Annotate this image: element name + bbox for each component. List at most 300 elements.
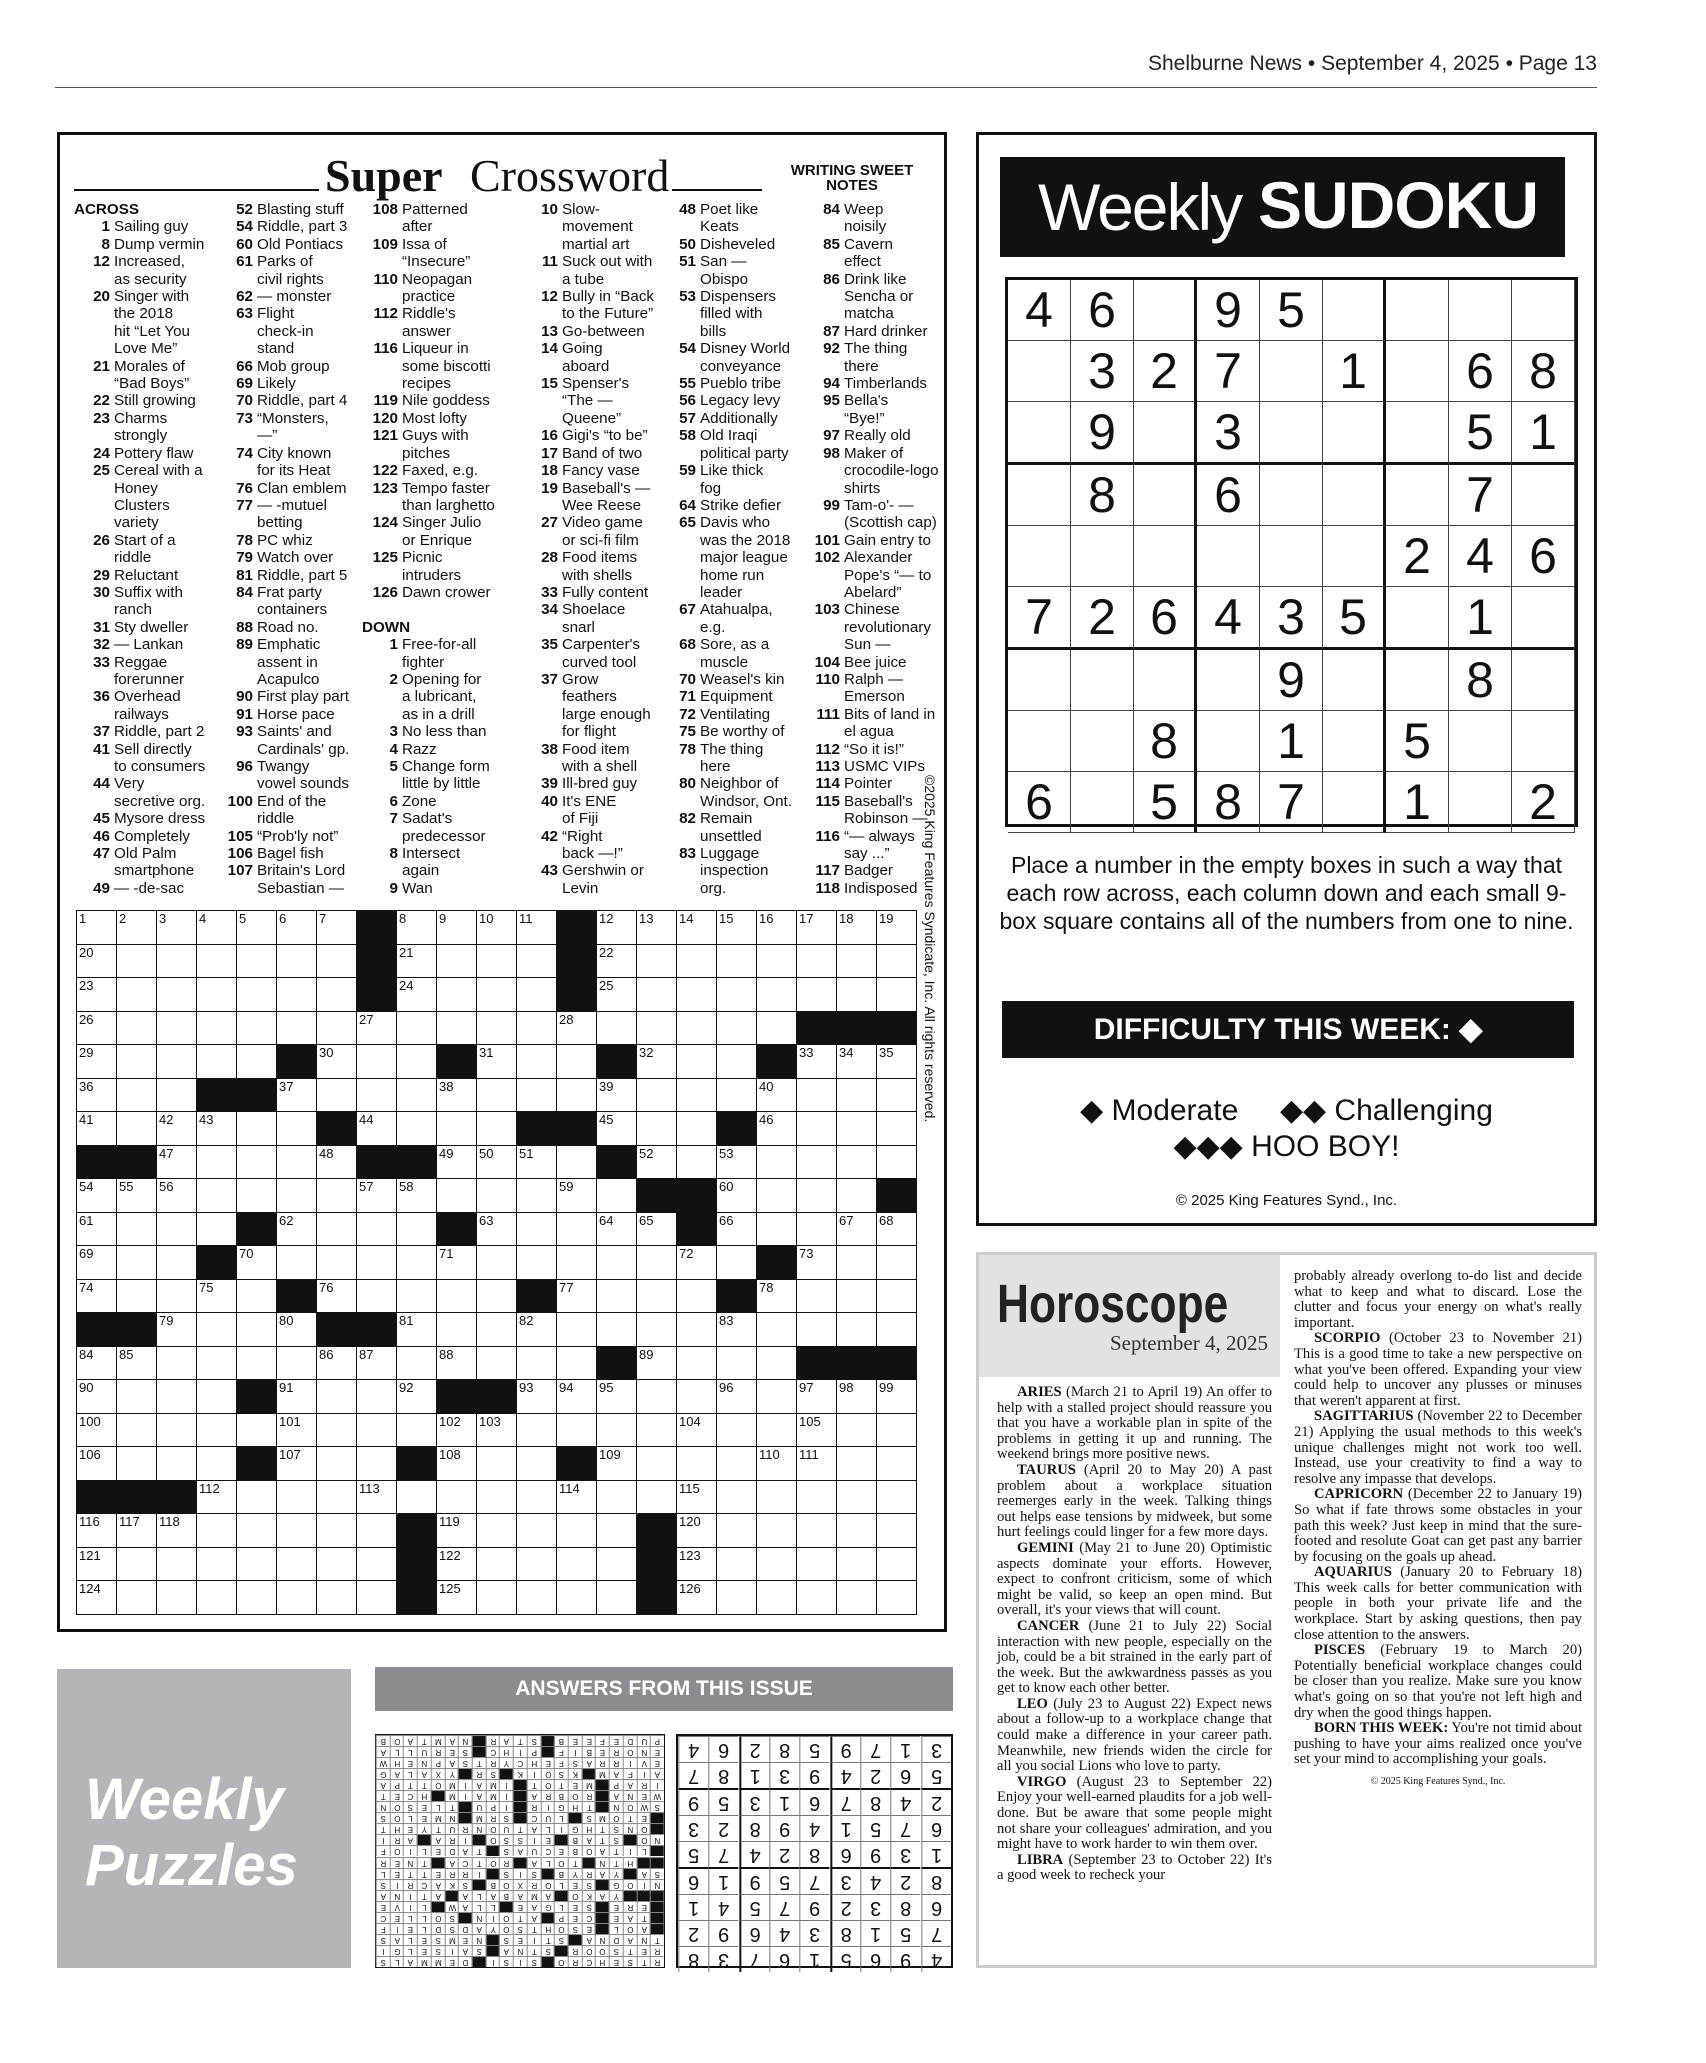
grid-cell[interactable] [677,978,717,1012]
grid-cell[interactable] [477,1012,517,1046]
grid-cell[interactable] [677,945,717,979]
grid-cell[interactable] [317,1213,357,1247]
grid-cell[interactable] [117,1414,157,1448]
grid-cell[interactable] [317,1246,357,1280]
grid-cell[interactable] [237,1179,277,1213]
grid-cell[interactable] [397,1079,437,1113]
sudoku-empty-cell[interactable] [1134,465,1197,526]
grid-cell[interactable] [477,1313,517,1347]
grid-cell[interactable] [77,1179,117,1213]
grid-cell[interactable] [517,1481,557,1515]
grid-cell[interactable] [117,1213,157,1247]
grid-cell[interactable] [557,1179,597,1213]
grid-cell[interactable] [837,1146,877,1180]
grid-cell[interactable] [757,1112,797,1146]
grid-cell[interactable] [477,1112,517,1146]
grid-cell[interactable] [237,1514,277,1548]
sudoku-empty-cell[interactable] [1449,711,1512,772]
grid-cell[interactable] [237,1146,277,1180]
grid-cell[interactable] [77,1447,117,1481]
grid-cell[interactable] [837,1414,877,1448]
grid-cell[interactable] [117,1548,157,1582]
grid-cell[interactable] [557,1146,597,1180]
grid-cell[interactable] [557,1581,597,1615]
grid-cell[interactable] [837,911,877,945]
sudoku-grid[interactable] [1005,277,1578,830]
grid-cell[interactable] [477,1514,517,1548]
sudoku-empty-cell[interactable] [1260,341,1323,402]
grid-cell[interactable] [277,1548,317,1582]
grid-cell[interactable] [877,1246,917,1280]
grid-cell[interactable] [397,1313,437,1347]
grid-cell[interactable] [157,1447,197,1481]
grid-cell[interactable] [317,945,357,979]
grid-cell[interactable] [77,1514,117,1548]
grid-cell[interactable] [797,1246,837,1280]
grid-cell[interactable] [877,1548,917,1582]
grid-cell[interactable] [637,1079,677,1113]
grid-cell[interactable] [157,1548,197,1582]
grid-cell[interactable] [357,1380,397,1414]
grid-cell[interactable] [317,911,357,945]
grid-cell[interactable] [797,911,837,945]
sudoku-empty-cell[interactable] [1134,280,1197,341]
grid-cell[interactable] [437,1347,477,1381]
grid-cell[interactable] [157,1581,197,1615]
grid-cell[interactable] [117,1347,157,1381]
grid-cell[interactable] [837,1079,877,1113]
grid-cell[interactable] [237,1112,277,1146]
grid-cell[interactable] [597,978,637,1012]
grid-cell[interactable] [317,1514,357,1548]
grid-cell[interactable] [157,1380,197,1414]
grid-cell[interactable] [757,1347,797,1381]
grid-cell[interactable] [877,945,917,979]
grid-cell[interactable] [677,1313,717,1347]
grid-cell[interactable] [197,978,237,1012]
grid-cell[interactable] [717,1012,757,1046]
grid-cell[interactable] [677,1246,717,1280]
grid-cell[interactable] [757,978,797,1012]
grid-cell[interactable] [597,1514,637,1548]
grid-cell[interactable] [637,1414,677,1448]
grid-cell[interactable] [437,911,477,945]
grid-cell[interactable] [397,911,437,945]
grid-cell[interactable] [717,1213,757,1247]
grid-cell[interactable] [317,1581,357,1615]
grid-cell[interactable] [77,1045,117,1079]
grid-cell[interactable] [317,1447,357,1481]
grid-cell[interactable] [157,1213,197,1247]
grid-cell[interactable] [437,1481,477,1515]
grid-cell[interactable] [437,1548,477,1582]
grid-cell[interactable] [277,911,317,945]
sudoku-empty-cell[interactable] [1323,711,1386,772]
sudoku-empty-cell[interactable] [1008,465,1071,526]
grid-cell[interactable] [877,1146,917,1180]
grid-cell[interactable] [357,1213,397,1247]
sudoku-empty-cell[interactable] [1386,402,1449,465]
grid-cell[interactable] [837,1280,877,1314]
grid-cell[interactable] [797,945,837,979]
grid-cell[interactable] [517,1246,557,1280]
grid-cell[interactable] [597,1581,637,1615]
grid-cell[interactable] [717,978,757,1012]
sudoku-empty-cell[interactable] [1386,650,1449,711]
grid-cell[interactable] [117,1246,157,1280]
grid-cell[interactable] [757,1481,797,1515]
sudoku-empty-cell[interactable] [1386,280,1449,341]
grid-cell[interactable] [197,1548,237,1582]
grid-cell[interactable] [437,1179,477,1213]
grid-cell[interactable] [837,1313,877,1347]
grid-cell[interactable] [117,945,157,979]
grid-cell[interactable] [357,1179,397,1213]
grid-cell[interactable] [197,1112,237,1146]
grid-cell[interactable] [317,978,357,1012]
grid-cell[interactable] [597,1246,637,1280]
grid-cell[interactable] [677,1481,717,1515]
grid-cell[interactable] [277,1179,317,1213]
grid-cell[interactable] [437,1079,477,1113]
grid-cell[interactable] [717,1347,757,1381]
grid-cell[interactable] [517,1012,557,1046]
sudoku-empty-cell[interactable] [1512,280,1575,341]
grid-cell[interactable] [517,911,557,945]
grid-cell[interactable] [237,978,277,1012]
grid-cell[interactable] [877,1313,917,1347]
sudoku-empty-cell[interactable] [1134,402,1197,465]
grid-cell[interactable] [477,1146,517,1180]
grid-cell[interactable] [317,1280,357,1314]
sudoku-empty-cell[interactable] [1134,650,1197,711]
grid-cell[interactable] [397,1414,437,1448]
grid-cell[interactable] [117,1045,157,1079]
grid-cell[interactable] [277,1012,317,1046]
grid-cell[interactable] [717,945,757,979]
grid-cell[interactable] [397,1246,437,1280]
grid-cell[interactable] [437,1012,477,1046]
grid-cell[interactable] [317,1179,357,1213]
grid-cell[interactable] [717,1514,757,1548]
grid-cell[interactable] [437,978,477,1012]
sudoku-empty-cell[interactable] [1008,650,1071,711]
grid-cell[interactable] [637,1246,677,1280]
grid-cell[interactable] [637,1213,677,1247]
grid-cell[interactable] [197,911,237,945]
grid-cell[interactable] [837,1213,877,1247]
grid-cell[interactable] [877,1414,917,1448]
sudoku-empty-cell[interactable] [1323,465,1386,526]
grid-cell[interactable] [277,1380,317,1414]
grid-cell[interactable] [757,1079,797,1113]
grid-cell[interactable] [397,1112,437,1146]
grid-cell[interactable] [157,945,197,979]
grid-cell[interactable] [197,1045,237,1079]
sudoku-empty-cell[interactable] [1512,587,1575,650]
grid-cell[interactable] [597,1179,637,1213]
grid-cell[interactable] [437,945,477,979]
grid-cell[interactable] [517,1447,557,1481]
grid-cell[interactable] [77,1414,117,1448]
grid-cell[interactable] [677,1548,717,1582]
grid-cell[interactable] [677,1414,717,1448]
grid-cell[interactable] [557,1481,597,1515]
grid-cell[interactable] [877,1514,917,1548]
grid-cell[interactable] [197,945,237,979]
grid-cell[interactable] [157,978,197,1012]
grid-cell[interactable] [597,1447,637,1481]
grid-cell[interactable] [437,1280,477,1314]
grid-cell[interactable] [797,1581,837,1615]
grid-cell[interactable] [77,911,117,945]
grid-cell[interactable] [357,1246,397,1280]
grid-cell[interactable] [757,1280,797,1314]
grid-cell[interactable] [437,1246,477,1280]
grid-cell[interactable] [237,1481,277,1515]
grid-cell[interactable] [597,1280,637,1314]
grid-cell[interactable] [157,1246,197,1280]
grid-cell[interactable] [277,1514,317,1548]
grid-cell[interactable] [117,1179,157,1213]
grid-cell[interactable] [357,1280,397,1314]
grid-cell[interactable] [677,911,717,945]
grid-cell[interactable] [157,1179,197,1213]
grid-cell[interactable] [157,1079,197,1113]
sudoku-empty-cell[interactable] [1071,526,1134,587]
grid-cell[interactable] [797,1481,837,1515]
grid-cell[interactable] [557,1313,597,1347]
grid-cell[interactable] [237,1347,277,1381]
grid-cell[interactable] [557,1213,597,1247]
grid-cell[interactable] [237,1045,277,1079]
grid-cell[interactable] [357,1447,397,1481]
grid-cell[interactable] [717,1079,757,1113]
grid-cell[interactable] [277,1213,317,1247]
grid-cell[interactable] [477,978,517,1012]
sudoku-empty-cell[interactable] [1197,711,1260,772]
grid-cell[interactable] [197,1514,237,1548]
grid-cell[interactable] [717,1146,757,1180]
grid-cell[interactable] [677,1380,717,1414]
grid-cell[interactable] [397,1213,437,1247]
grid-cell[interactable] [877,1079,917,1113]
grid-cell[interactable] [597,1414,637,1448]
grid-cell[interactable] [397,945,437,979]
grid-cell[interactable] [837,1581,877,1615]
grid-cell[interactable] [517,1045,557,1079]
grid-cell[interactable] [237,1012,277,1046]
grid-cell[interactable] [477,1447,517,1481]
grid-cell[interactable] [877,1045,917,1079]
grid-cell[interactable] [397,1045,437,1079]
grid-cell[interactable] [317,1481,357,1515]
sudoku-empty-cell[interactable] [1323,526,1386,587]
grid-cell[interactable] [477,1548,517,1582]
grid-cell[interactable] [437,1414,477,1448]
grid-cell[interactable] [117,978,157,1012]
grid-cell[interactable] [717,1179,757,1213]
grid-cell[interactable] [637,1112,677,1146]
grid-cell[interactable] [477,945,517,979]
grid-cell[interactable] [357,1581,397,1615]
grid-cell[interactable] [437,1112,477,1146]
grid-cell[interactable] [437,1514,477,1548]
grid-cell[interactable] [517,1380,557,1414]
grid-cell[interactable] [117,911,157,945]
sudoku-empty-cell[interactable] [1323,650,1386,711]
grid-cell[interactable] [677,1045,717,1079]
grid-cell[interactable] [797,978,837,1012]
grid-cell[interactable] [677,1514,717,1548]
grid-cell[interactable] [557,1414,597,1448]
grid-cell[interactable] [757,1313,797,1347]
sudoku-empty-cell[interactable] [1386,341,1449,402]
grid-cell[interactable] [717,911,757,945]
grid-cell[interactable] [757,1414,797,1448]
sudoku-empty-cell[interactable] [1512,711,1575,772]
grid-cell[interactable] [757,1380,797,1414]
sudoku-empty-cell[interactable] [1134,526,1197,587]
grid-cell[interactable] [317,1347,357,1381]
grid-cell[interactable] [197,1146,237,1180]
grid-cell[interactable] [357,1514,397,1548]
grid-cell[interactable] [877,1213,917,1247]
grid-cell[interactable] [717,1447,757,1481]
grid-cell[interactable] [637,1146,677,1180]
grid-cell[interactable] [637,978,677,1012]
grid-cell[interactable] [397,1012,437,1046]
grid-cell[interactable] [717,1380,757,1414]
grid-cell[interactable] [517,1179,557,1213]
grid-cell[interactable] [797,1112,837,1146]
grid-cell[interactable] [797,1514,837,1548]
grid-cell[interactable] [877,1112,917,1146]
sudoku-empty-cell[interactable] [1071,711,1134,772]
grid-cell[interactable] [597,1213,637,1247]
grid-cell[interactable] [477,1079,517,1113]
grid-cell[interactable] [717,1414,757,1448]
grid-cell[interactable] [237,1414,277,1448]
grid-cell[interactable] [877,1481,917,1515]
grid-cell[interactable] [757,1213,797,1247]
grid-cell[interactable] [117,1581,157,1615]
grid-cell[interactable] [797,1213,837,1247]
grid-cell[interactable] [157,1280,197,1314]
grid-cell[interactable] [197,1380,237,1414]
grid-cell[interactable] [277,1246,317,1280]
grid-cell[interactable] [117,1012,157,1046]
grid-cell[interactable] [557,1347,597,1381]
grid-cell[interactable] [197,1280,237,1314]
grid-cell[interactable] [477,1045,517,1079]
grid-cell[interactable] [197,1481,237,1515]
grid-cell[interactable] [797,1380,837,1414]
grid-cell[interactable] [197,1179,237,1213]
grid-cell[interactable] [717,1548,757,1582]
grid-cell[interactable] [757,1146,797,1180]
grid-cell[interactable] [597,1079,637,1113]
grid-cell[interactable] [557,1514,597,1548]
grid-cell[interactable] [837,1481,877,1515]
grid-cell[interactable] [277,978,317,1012]
grid-cell[interactable] [477,1347,517,1381]
grid-cell[interactable] [237,1581,277,1615]
grid-cell[interactable] [837,1045,877,1079]
grid-cell[interactable] [837,978,877,1012]
sudoku-empty-cell[interactable] [1008,711,1071,772]
grid-cell[interactable] [77,1581,117,1615]
grid-cell[interactable] [357,1414,397,1448]
grid-cell[interactable] [597,945,637,979]
sudoku-empty-cell[interactable] [1386,587,1449,650]
grid-cell[interactable] [797,1414,837,1448]
grid-cell[interactable] [877,1380,917,1414]
grid-cell[interactable] [837,1246,877,1280]
grid-cell[interactable] [557,1548,597,1582]
grid-cell[interactable] [717,1313,757,1347]
grid-cell[interactable] [277,1313,317,1347]
grid-cell[interactable] [677,1079,717,1113]
grid-cell[interactable] [477,1179,517,1213]
grid-cell[interactable] [77,1380,117,1414]
grid-cell[interactable] [677,1280,717,1314]
grid-cell[interactable] [357,1347,397,1381]
sudoku-empty-cell[interactable] [1449,772,1512,833]
grid-cell[interactable] [77,978,117,1012]
grid-cell[interactable] [837,1112,877,1146]
grid-cell[interactable] [837,1447,877,1481]
grid-cell[interactable] [117,1280,157,1314]
grid-cell[interactable] [477,1481,517,1515]
grid-cell[interactable] [797,1548,837,1582]
grid-cell[interactable] [517,1146,557,1180]
grid-cell[interactable] [637,1380,677,1414]
sudoku-empty-cell[interactable] [1323,402,1386,465]
grid-cell[interactable] [597,1548,637,1582]
grid-cell[interactable] [717,1045,757,1079]
grid-cell[interactable] [357,1548,397,1582]
grid-cell[interactable] [437,1146,477,1180]
grid-cell[interactable] [837,1548,877,1582]
grid-cell[interactable] [837,1179,877,1213]
grid-cell[interactable] [157,1045,197,1079]
grid-cell[interactable] [557,1246,597,1280]
sudoku-empty-cell[interactable] [1197,650,1260,711]
grid-cell[interactable] [157,1347,197,1381]
grid-cell[interactable] [197,1012,237,1046]
grid-cell[interactable] [637,945,677,979]
grid-cell[interactable] [277,1079,317,1113]
grid-cell[interactable] [477,1280,517,1314]
grid-cell[interactable] [237,911,277,945]
grid-cell[interactable] [797,1280,837,1314]
sudoku-empty-cell[interactable] [1260,465,1323,526]
sudoku-empty-cell[interactable] [1260,402,1323,465]
grid-cell[interactable] [477,1581,517,1615]
sudoku-empty-cell[interactable] [1008,341,1071,402]
crossword-grid[interactable] [76,910,917,1615]
grid-cell[interactable] [197,1213,237,1247]
grid-cell[interactable] [797,1313,837,1347]
grid-cell[interactable] [77,1347,117,1381]
grid-cell[interactable] [517,1514,557,1548]
grid-cell[interactable] [837,1380,877,1414]
grid-cell[interactable] [437,1447,477,1481]
grid-cell[interactable] [517,1079,557,1113]
grid-cell[interactable] [637,1045,677,1079]
grid-cell[interactable] [637,1347,677,1381]
